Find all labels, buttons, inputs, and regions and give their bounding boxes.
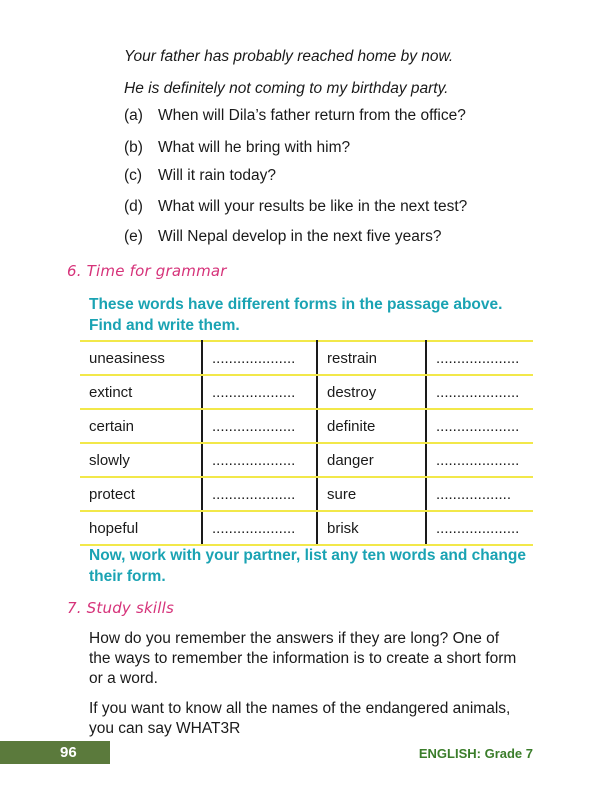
question-text-d: What will your results be like in the next test? [158,198,468,215]
word-cell: restrain [317,341,426,375]
footer-page-bar [0,741,110,764]
question-label-d: (d) [124,198,143,215]
answer-blank: .................... [202,409,317,443]
intro-line-1: Your father has probably reached home by now. [124,48,454,65]
section-6-followup-line-1: Now, work with your partner, list any ten words and change [89,547,526,564]
word-cell: protect [80,477,202,511]
section-7-para-2-line-1: If you want to know all the names of the endangered animals, [89,700,511,717]
word-cell: sure [317,477,426,511]
question-label-c: (c) [124,167,143,184]
question-text-c: Will it rain today? [158,167,277,184]
section-6-instruction-line-2: Find and write them. [89,317,240,334]
table-row [80,375,533,409]
section-7-para-1-line-3: or a word. [89,670,158,687]
answer-blank: .................... [202,375,317,409]
word-cell: brisk [317,511,426,545]
answer-blank: .................... [426,511,533,545]
section-7-para-2-line-2: you can say WHAT3R [89,720,241,737]
section-6-heading: 6. Time for grammar [67,262,227,280]
question-label-e: (e) [124,228,143,245]
answer-blank: .................. [426,477,533,511]
answer-blank: .................... [202,443,317,477]
section-7-para-1-line-1: How do you remember the answers if they are long? One of [89,630,500,647]
word-cell: uneasiness [80,341,202,375]
word-cell: destroy [317,375,426,409]
section-7-para-1-line-2: the ways to remember the information is to create a short form [89,650,517,667]
question-label-a: (a) [124,107,143,124]
intro-line-2: He is definitely not coming to my birthday party. [124,80,449,97]
word-cell: extinct [80,375,202,409]
section-6-followup-line-2: their form. [89,568,166,585]
table-row [80,443,533,477]
word-cell: danger [317,443,426,477]
table-row [80,477,533,511]
word-forms-table [80,340,533,546]
question-text-b: What will he bring with him? [158,139,351,156]
answer-blank: .................... [426,409,533,443]
word-cell: hopeful [80,511,202,545]
word-cell: definite [317,409,426,443]
answer-blank: .................... [426,443,533,477]
answer-blank: .................... [426,341,533,375]
word-cell: slowly [80,443,202,477]
question-text-a: When will Dila’s father return from the office? [158,107,466,124]
answer-blank: .................... [426,375,533,409]
table-row [80,511,533,545]
answer-blank: .................... [202,477,317,511]
question-label-b: (b) [124,139,143,156]
word-cell: certain [80,409,202,443]
section-6-instruction-line-1: These words have different forms in the passage above. [89,296,503,313]
answer-blank: .................... [202,341,317,375]
question-text-e: Will Nepal develop in the next five years? [158,228,442,245]
section-7-heading: 7. Study skills [67,599,174,617]
table-row [80,341,533,375]
answer-blank: .................... [202,511,317,545]
book-title: ENGLISH: Grade 7 [418,746,533,761]
page-number: 96 [60,744,77,761]
table-row [80,409,533,443]
